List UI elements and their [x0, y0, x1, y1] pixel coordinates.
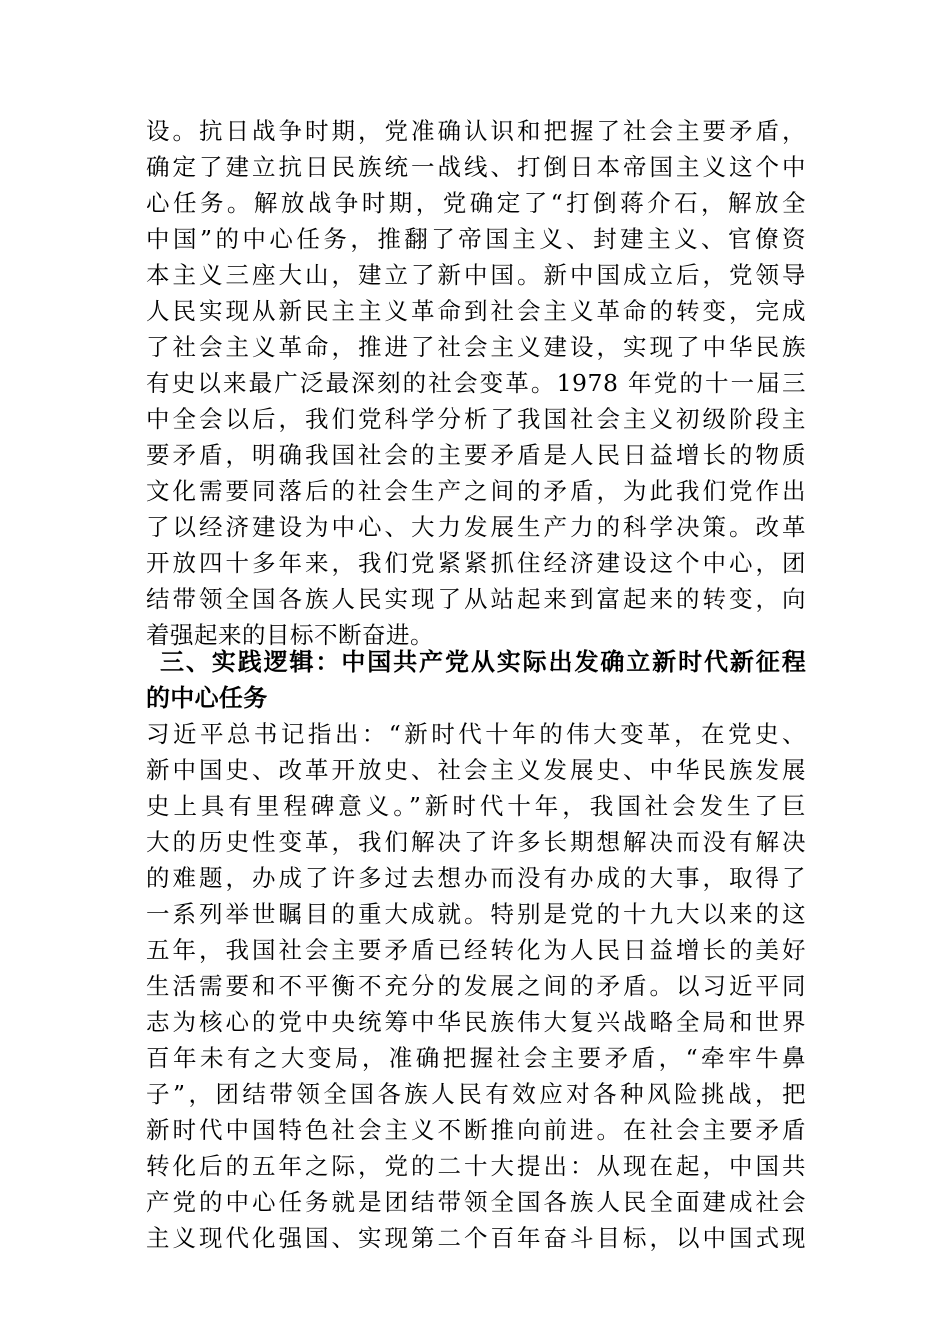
- paragraph-line: 五年，我国社会主要矛盾已经转化为人民日益增长的美好: [146, 936, 806, 964]
- paragraph-line: 百年未有之大变局，准确把握社会主要矛盾，“牵牢牛鼻: [146, 1044, 806, 1072]
- paragraph-history: [146, 113, 806, 653]
- paragraph-line: 心任务。解放战争时期，党确定了“打倒蒋介石，解放全: [146, 189, 806, 217]
- paragraph-line: 人民实现从新民主主义革命到社会主义革命的转变，完成: [146, 297, 806, 325]
- paragraph-line: 要矛盾，明确我国社会的主要矛盾是人民日益增长的物质: [146, 441, 806, 469]
- paragraph-line: 转化后的五年之际，党的二十大提出：从现在起，中国共: [146, 1152, 806, 1180]
- paragraph-line: 习近平总书记指出：“新时代十年的伟大变革，在党史、: [146, 720, 806, 748]
- paragraph-line: 新中国史、改革开放史、社会主义发展史、中华民族发展: [146, 756, 806, 784]
- paragraph-line: 新时代中国特色社会主义不断推向前进。在社会主要矛盾: [146, 1116, 806, 1144]
- paragraph-line: 产党的中心任务就是团结带领全国各族人民全面建成社会: [146, 1188, 806, 1216]
- paragraph-line: 文化需要同落后的社会生产之间的矛盾，为此我们党作出: [146, 477, 806, 505]
- section-heading: [146, 644, 806, 716]
- paragraph-line: 结带领全国各族人民实现了从站起来到富起来的转变，向: [146, 585, 806, 613]
- paragraph-line: 生活需要和不平衡不充分的发展之间的矛盾。以习近平同: [146, 972, 806, 1000]
- paragraph-line: 了社会主义革命，推进了社会主义建设，实现了中华民族: [146, 333, 806, 361]
- paragraph-line: 中全会以后，我们党科学分析了我国社会主义初级阶段主: [146, 405, 806, 433]
- paragraph-line: 有史以来最广泛最深刻的社会变革。1978 年党的十一届三: [146, 369, 806, 397]
- paragraph-line: 设。抗日战争时期，党准确认识和把握了社会主要矛盾，: [146, 117, 806, 145]
- paragraph-line: 中国”的中心任务，推翻了帝国主义、封建主义、官僚资: [146, 225, 806, 253]
- paragraph-line: 确定了建立抗日民族统一战线、打倒日本帝国主义这个中: [146, 153, 806, 181]
- paragraph-line: 的难题，办成了许多过去想办而没有办成的大事，取得了: [146, 864, 806, 892]
- paragraph-line: 子”，团结带领全国各族人民有效应对各种风险挑战，把: [146, 1080, 806, 1108]
- heading-line: 三、实践逻辑：中国共产党从实际出发确立新时代新征程: [160, 648, 806, 676]
- paragraph-line: 着强起来的目标不断奋进。: [146, 621, 434, 649]
- paragraph-line: 开放四十多年来，我们党紧紧抓住经济建设这个中心，团: [146, 549, 806, 577]
- paragraph-line: 了以经济建设为中心、大力发展生产力的科学决策。改革: [146, 513, 806, 541]
- paragraph-practice: [146, 716, 806, 1256]
- paragraph-line: 大的历史性变革，我们解决了许多长期想解决而没有解决: [146, 828, 806, 856]
- heading-line: 的中心任务: [146, 684, 268, 712]
- paragraph-line: 一系列举世瞩目的重大成就。特别是党的十九大以来的这: [146, 900, 806, 928]
- paragraph-line: 主义现代化强国、实现第二个百年奋斗目标，以中国式现: [146, 1224, 806, 1252]
- paragraph-line: 史上具有里程碑意义。”新时代十年，我国社会发生了巨: [146, 792, 806, 820]
- paragraph-line: 本主义三座大山，建立了新中国。新中国成立后，党领导: [146, 261, 806, 289]
- paragraph-line: 志为核心的党中央统筹中华民族伟大复兴战略全局和世界: [146, 1008, 806, 1036]
